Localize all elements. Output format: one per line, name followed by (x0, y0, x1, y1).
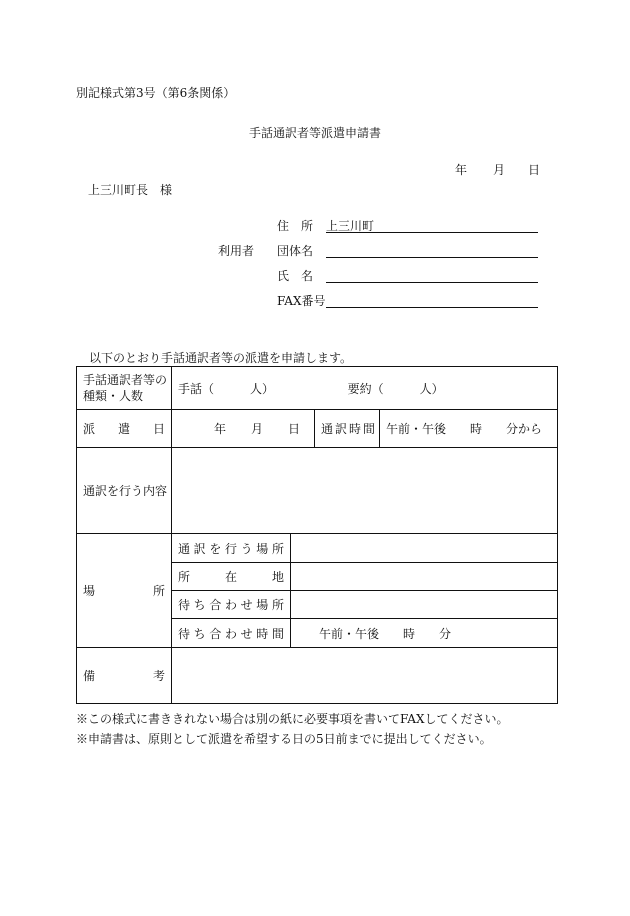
label-char: 合 (209, 598, 222, 612)
date-day-label: 日 (528, 163, 541, 177)
dispatch-date-label (77, 410, 172, 448)
label-char: 所 (271, 598, 284, 612)
meeting-time-label (172, 619, 291, 648)
address-underline (326, 232, 538, 233)
row-remarks (77, 648, 558, 704)
note-2: ※申請書は、原則として派遣を希望する日の5日前までに提出してください。 (76, 732, 492, 746)
applicant-group-label: 利用者 (218, 244, 255, 258)
label-char: 備 (83, 669, 96, 683)
fax-underline (326, 307, 538, 308)
dispatch-date-field[interactable]: 年 月 日 (172, 410, 315, 448)
label-char: わ (224, 598, 237, 612)
form-title: 手話通訳者等派遣申請書 (248, 126, 381, 140)
name-underline (326, 282, 538, 283)
location-field[interactable] (291, 563, 558, 591)
interpreter-type-label: 手話通訳者等の 種類・人数 (77, 367, 172, 410)
label-char: ち (193, 598, 206, 612)
org-label: 団体名 (277, 244, 314, 258)
location-label: 所 在 地 (172, 563, 291, 591)
remarks-label (77, 648, 172, 704)
sign-count: 手話（ 人） (178, 381, 275, 396)
meeting-time-field[interactable]: 午前・午後 時 分 (291, 619, 558, 648)
meeting-place-field[interactable] (291, 591, 558, 619)
row-dispatch-date (77, 410, 558, 448)
label-char: 所 (271, 541, 284, 556)
row-content (77, 448, 558, 534)
interpret-time-field[interactable]: 午前・午後 時 分から (380, 410, 558, 448)
label-char: 行 (224, 541, 237, 556)
label-char: 場 (256, 598, 269, 612)
interpret-place-label (172, 534, 291, 563)
label-char: 場 (83, 584, 96, 598)
date-year-label: 年 (455, 163, 468, 177)
label-char: 遣 (117, 422, 130, 436)
meeting-place-label (172, 591, 291, 619)
org-underline (326, 257, 538, 258)
label-char: 待 (178, 626, 191, 641)
place-label (77, 534, 172, 648)
label-char: 訳 (193, 541, 206, 556)
label-char: わ (224, 626, 237, 641)
remarks-field[interactable] (172, 648, 558, 704)
content-field[interactable] (172, 448, 558, 534)
summary-count: 要約（ 人） (347, 381, 444, 396)
label-char: 派 (83, 422, 96, 436)
note-1: ※この様式に書ききれない場合は別の紙に必要事項を書いてFAXしてください。 (76, 712, 509, 726)
label-char: 場 (256, 541, 269, 556)
intro-text: 以下のとおり手話通訳者等の派遣を申請します。 (89, 351, 353, 365)
label-char: 間 (271, 626, 284, 641)
application-table (76, 366, 558, 704)
label-char: 合 (209, 626, 222, 641)
form-number: 別記様式第3号（第6条関係） (76, 86, 236, 100)
interpreter-type-field[interactable] (172, 367, 558, 410)
label-char: せ (240, 626, 253, 641)
content-label: 通訳を行う内容 (77, 448, 172, 534)
name-label: 氏 名 (277, 269, 314, 283)
date-month-label: 月 (493, 163, 506, 177)
label-char: せ (240, 598, 253, 612)
label-char: を (209, 541, 222, 556)
addressee: 上三川町長 様 (88, 183, 173, 197)
row-interpreter-type (77, 367, 558, 410)
label-char: う (240, 541, 253, 556)
label-char: 考 (152, 669, 165, 683)
interpret-time-label: 通訳時間 (315, 410, 380, 448)
row-place-1 (77, 534, 558, 563)
label-char: 待 (178, 598, 191, 612)
fax-label: FAX番号 (277, 294, 326, 308)
label-char: 時 (256, 626, 269, 641)
label-char: 日 (152, 422, 165, 436)
address-value: 上三川町 (326, 219, 375, 233)
address-label: 住 所 (277, 219, 314, 233)
interpret-place-field[interactable] (291, 534, 558, 563)
label-char: ち (193, 626, 206, 641)
label-char: 通 (178, 541, 191, 556)
label-char: 所 (152, 584, 165, 598)
